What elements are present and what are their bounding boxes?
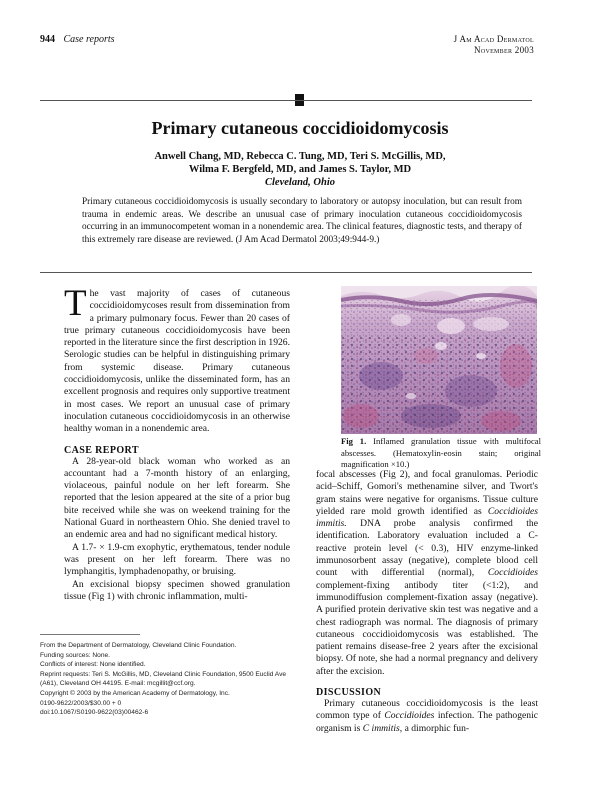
- figure-caption-text: Inflamed granulation tissue with multifocal abscesses. (Hematoxylin-eosin stain; original magnification ×10.): [341, 436, 541, 469]
- journal-issue: November 2003: [474, 45, 534, 55]
- left-column: [64, 283, 290, 603]
- footnotes: [40, 641, 288, 718]
- authors-line-1: Anwell Chang, MD, Rebecca C. Tung, MD, Teri S. McGillis, MD,: [154, 151, 446, 162]
- page-number: 944: [40, 34, 55, 45]
- right-column: [316, 469, 538, 735]
- figure-caption: [341, 436, 541, 471]
- case-paragraph-1: A 28-year-old black woman who worked as an accountant had a 7-month history of an enlarging, violaceous, painful nodule on her left forearm. She reported that the lesion appeared at the site of a prior bug bite received while she was on weekend training for the National Guard in northeastern Ohio. She denied travel to an endemic area and had no significant medical history.: [64, 455, 290, 541]
- running-header-right: [454, 34, 534, 56]
- footnote-issn: 0190-9622/2003/$30.00 + 0: [40, 699, 122, 707]
- organism-name: Coccidioides: [487, 567, 538, 579]
- case-paragraph-3: An excisional biopsy specimen showed granulation tissue (Fig 1) with chronic inflammation, multi-: [64, 578, 290, 602]
- discussion-text-a: Primary cutaneous coccidioidomycosis is the least common type of: [316, 698, 538, 722]
- discussion-text-c: a dimorphic fun-: [402, 722, 470, 734]
- authors-line-2: Wilma F. Bergfeld, MD, and James S. Taylor, MD: [188, 164, 412, 175]
- abstract-rule: [40, 272, 532, 273]
- case-continued-text-c: complement-fixing antibody titer (<1:2), and immunodiffusion complement-fixation assay (negative). A purified protein derivative skin test was negative and a chest radiograph was normal. The diagnosis of primary cutaneous coccidioidomycosis was established. The patient remains disease-free 2 years after the excisional biopsy. Of note, she had a normal pregnancy and delivery after the excision.: [316, 579, 538, 677]
- footnote-doi: doi:10.1067/S0190-9622(03)00462-6: [40, 709, 149, 717]
- organism-name: Coccidioides: [384, 710, 435, 722]
- article-title: Primary cutaneous coccidioidomycosis: [151, 118, 449, 138]
- running-header-left: [40, 34, 115, 45]
- footnote-rule: [40, 634, 140, 635]
- section-label: Case reports: [63, 34, 115, 45]
- footnote-affiliation: From the Department of Dermatology, Cleveland Clinic Foundation.: [40, 642, 237, 649]
- footnote-copyright: Copyright © 2003 by the American Academy of Dermatology, Inc.: [40, 689, 230, 697]
- journal-name: J Am Acad Dermatol: [453, 34, 534, 44]
- abstract: Primary cutaneous coccidioidomycosis is usually secondary to laboratory or autopsy inoculation, but can result from trauma in endemic areas. We describe an unusual case of primary inoculation cutaneous coccidioidomycosis occurring in an immunocompetent woman in a nonendemic area. The clinical features, diagnostic tests, and therapy of this extremely rare disease are reviewed. (J Am Acad Dermatol 2003;49:944-9.): [82, 197, 522, 245]
- organism-name: C immitis,: [362, 722, 403, 734]
- case-paragraph-2: A 1.7- × 1.9-cm exophytic, erythematous, tender nodule was present on her left forearm. There was no lymphangitis, lymphadenopathy, or bruising.: [64, 541, 290, 578]
- discussion-text-b: infection. The pathogenic organism is: [316, 710, 538, 734]
- author-block: [40, 150, 560, 189]
- header-rule: [40, 100, 532, 101]
- drop-cap: T: [64, 283, 87, 324]
- histology-figure: [341, 286, 537, 434]
- intro-text: he vast majority of cases of cutaneous coccidioidomycoses result from dissemination from a primary pulmonary focus. Fewer than 20 cases of true primary cutaneous coccidioidomycosis have been reported in the literature since the first description in 1926. Serologic studies can be helpful in distinguishing primary from systemic disease. Primary cutaneous coccidioidomycosis, unlike the disseminated form, has an excellent prognosis and requires only supportive treatment in most cases. We report an unusual case of primary inoculation cutaneous coccidioidomycosis in an otherwise healthy woman in a nonendemic area.: [64, 288, 290, 435]
- figure-label: Fig 1.: [341, 436, 367, 446]
- footnote-funding: Funding sources: None.: [40, 651, 111, 659]
- footnote-reprints: Reprint requests: Teri S. McGillis, MD, Cleveland Clinic Foundation, 9500 Euclid Ave (A61), Cleveland OH 44195. E-mail: mcgillit@ccf.org.: [40, 670, 287, 688]
- organism-name: Coccidioides immitis.: [316, 505, 538, 530]
- case-continued-text-a: focal abscesses (Fig 2), and focal granulomas. Periodic acid–Schiff, Gomori's methenamine silver, and Twort's gram stains were negative for organisms. Tissue culture yielded rare mold growth identified as: [316, 469, 538, 517]
- case-continued-paragraph: [316, 469, 538, 678]
- case-report-heading: CASE REPORT: [64, 444, 139, 456]
- discussion-heading: DISCUSSION: [316, 687, 382, 699]
- discussion-paragraph: [316, 698, 538, 735]
- intro-paragraph: [64, 283, 290, 436]
- case-continued-text-b: DNA probe analysis confirmed the identification. Laboratory evaluation included a C-reactive protein level (< 0.3), HIV enzyme-linked immunosorbent assay (negative), complete blood cell count with differential (normal),: [316, 518, 538, 579]
- author-location: Cleveland, Ohio: [265, 177, 335, 188]
- footnote-conflicts: Conflicts of interest: None identified.: [40, 661, 146, 669]
